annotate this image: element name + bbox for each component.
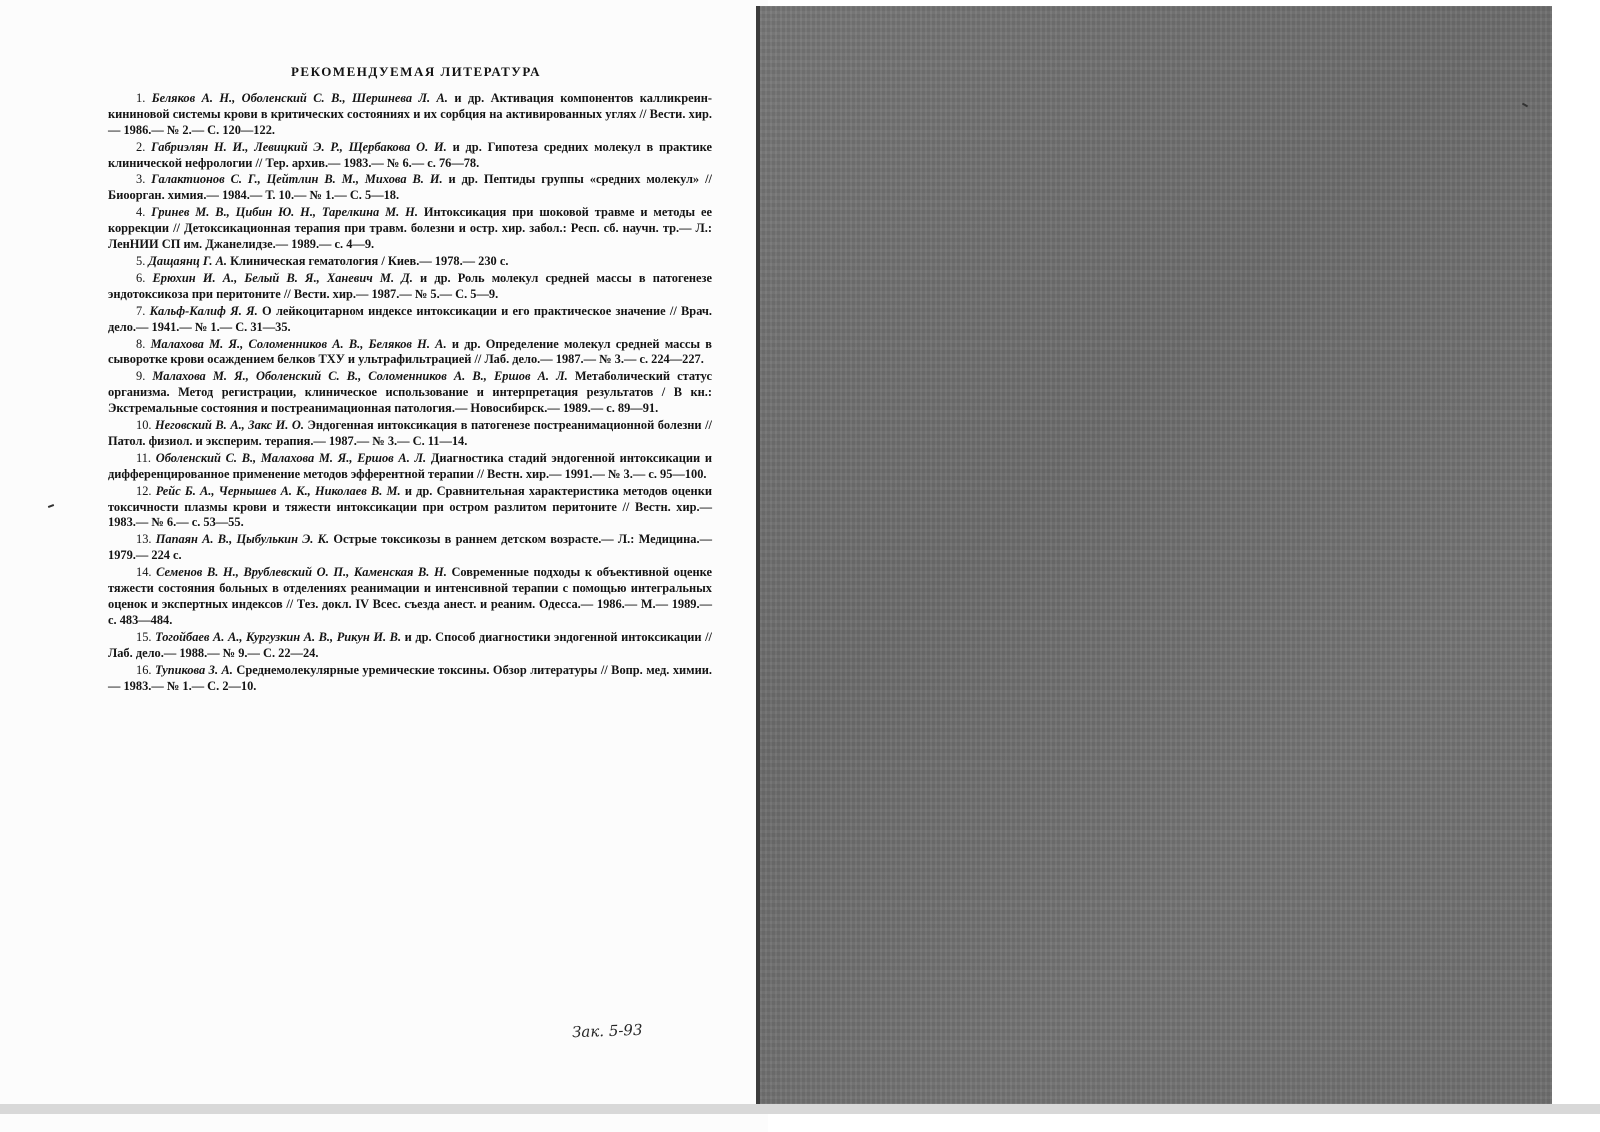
scan-bottom-edge: [0, 1104, 1600, 1114]
reference-authors: Тогойбаев А. А., Кургузкин А. В., Рикун И. В.: [155, 629, 402, 644]
reference-item: [108, 254, 712, 270]
reference-item: [108, 369, 712, 417]
reference-item: [108, 532, 712, 564]
reference-authors: Гринев М. В., Цибин Ю. Н., Тарелкина М. Н.: [151, 205, 418, 220]
reference-authors: Дащаянц Г. А.: [148, 253, 227, 268]
reference-number: 11.: [136, 450, 152, 465]
reference-item: [108, 91, 712, 139]
reference-authors: Малахова М. Я., Оболенский С. В., Соломенников А. В., Ершов А. Л.: [152, 369, 568, 384]
reference-item: [108, 205, 712, 253]
reference-number: 16.: [136, 662, 152, 677]
reference-authors: Тупикова З. А.: [154, 662, 233, 677]
reference-authors: Ерюхин И. А., Белый В. Я., Ханевич М. Д.: [152, 270, 413, 285]
reference-details: и др. Определение молекул средней массы в сыворотке крови осаждением белков ТХУ и ультрафильтрацией // Лаб. дело.— 1987.— № 3.— с. 224—227.: [108, 336, 712, 367]
reference-details: и др. Активация компонентов калликреин-кининовой системы крови в критических состояниях и их сорбция на активированных углях // Вести. хир.— 1986.— № 2.— С. 120—122.: [108, 90, 712, 137]
reference-number: 6.: [136, 270, 146, 285]
reference-details: и др. Роль молекул средней массы в патогенезе эндотоксикоза при перитоните // Вести. хир.— 1987.— № 5.— С. 5—9.: [108, 270, 712, 301]
reference-number: 9.: [136, 369, 146, 384]
reference-number: 4.: [136, 205, 146, 220]
reference-details: Эндогенная интоксикация в патогенезе постреанимационной болезни // Патол. физиол. и эксперим. терапия.— 1987.— № 3.— С. 11—14.: [108, 418, 712, 448]
reference-item: [108, 337, 712, 369]
reference-number: 15.: [136, 629, 152, 644]
reference-number: 12.: [136, 483, 152, 498]
reference-authors: Галактионов С. Г., Цейтлин В. М., Михова В. И.: [151, 172, 443, 187]
reference-details: Диагностика стадий эндогенной интоксикации и дифференцированное применение методов эфферентной терапии // Вестн. хир.— 1991.— № 3.— с. 95—100.: [108, 450, 712, 481]
reference-item: [108, 304, 712, 336]
reference-number: 13.: [136, 532, 152, 547]
handwritten-order-number: Зак. 5-93: [571, 1020, 643, 1042]
reference-authors: Малахова М. Я., Соломенников А. В., Беляков Н. А.: [150, 336, 447, 351]
reference-number: 2.: [136, 139, 146, 154]
reference-details: Метаболический статус организма. Метод регистрации, клиническое использование и интерпретация результатов / В кн.: Экстремальные состояния и постреанимационная патология.— Новосибирск.— 1989.— с. 89—91.: [108, 369, 712, 416]
reference-number: 8.: [136, 336, 146, 351]
reference-details: Среднемолекулярные уремические токсины. Обзор литературы // Вопр. мед. химии.— 1983.— № 1.— С. 2—10.: [108, 662, 712, 693]
reference-authors: Рейс Б. А., Чернышев А. К., Николаев В. М.: [155, 483, 401, 498]
reference-item: [108, 630, 712, 662]
reference-details: и др. Пептиды группы «средних молекул» // Биоорган. химия.— 1984.— Т. 10.— № 1.— С. 5—18.: [108, 172, 712, 203]
reference-authors: Габриэлян Н. И., Левицкий Э. Р., Щербакова О. И.: [151, 139, 447, 154]
reference-item: [108, 271, 712, 303]
reference-authors: Семенов В. Н., Врублевский О. П., Каменская В. Н.: [156, 565, 447, 580]
reference-number: 1.: [136, 90, 146, 105]
reference-details: и др. Способ диагностики эндогенной интоксикации // Лаб. дело.— 1988.— № 9.— С. 22—24.: [108, 629, 712, 660]
reference-authors: Беляков А. Н., Оболенский С. В., Шершнева Л. А.: [151, 90, 448, 105]
reference-details: Клиническая гематология / Киев.— 1978.— 230 с.: [230, 253, 509, 268]
reference-item: [108, 172, 712, 204]
reference-details: и др. Гипотеза средних молекул в практике клинической нефрологии // Тер. архив.— 1983.— № 6.— с. 76—78.: [108, 139, 712, 170]
reference-number: 7.: [136, 303, 146, 318]
page-title: РЕКОМЕНДУЕМАЯ ЛИТЕРАТУРА: [290, 64, 542, 79]
reference-list: [108, 91, 712, 695]
reference-authors: Кальф-Калиф Я. Я.: [149, 303, 258, 318]
bibliography: [108, 64, 712, 695]
reference-item: [108, 565, 712, 629]
reference-item: [108, 484, 712, 532]
reference-number: 14.: [136, 565, 152, 580]
reference-number: 3.: [136, 172, 146, 187]
reference-details: и др. Сравнительная характеристика методов оценки токсичности плазмы крови и тяжести интоксикации при остром разлитом перитоните // Вестн. хир.— 1983.— № 6.— с. 53—55.: [108, 483, 712, 530]
reference-item: [108, 663, 712, 695]
reference-number: 5.: [136, 253, 146, 268]
reference-details: Современные подходы к объективной оценке тяжести состояния больных в отделениях реанимации и интенсивной терапии с помощью интегральных оценок и экспертных индексов // Тез. докл. IV Всес. съезда анест. и реаним. Одесса.— 1986.— М.— 1989.— с. 483—484.: [108, 565, 712, 627]
reference-authors: Папаян А. В., Цыбулькин Э. К.: [155, 532, 330, 547]
reference-number: 10.: [136, 418, 152, 433]
right-page-blank-cover: [760, 6, 1552, 1106]
reference-details: Острые токсикозы в раннем детском возрасте.— Л.: Медицина.— 1979.— 224 с.: [108, 532, 712, 563]
reference-details: О лейкоцитарном индексе интоксикации и его практическое значение // Врач. дело.— 1941.— № 1.— С. 31—35.: [108, 303, 712, 334]
reference-authors: Неговский В. А., Закс И. О.: [155, 418, 304, 433]
reference-details: Интоксикация при шоковой травме и методы ее коррекции // Детоксикационная терапия при травм. болезни и остр. хир. забол.: Респ. сб. научн. тр.— Л.: ЛенНИИ СП им. Джанелидзе.— 1989.— с. 4—9.: [108, 205, 712, 252]
reference-item: [108, 451, 712, 483]
reference-authors: Оболенский С. В., Малахова М. Я., Ершов А. Л.: [155, 450, 427, 465]
reference-item: [108, 418, 712, 450]
reference-item: [108, 140, 712, 172]
